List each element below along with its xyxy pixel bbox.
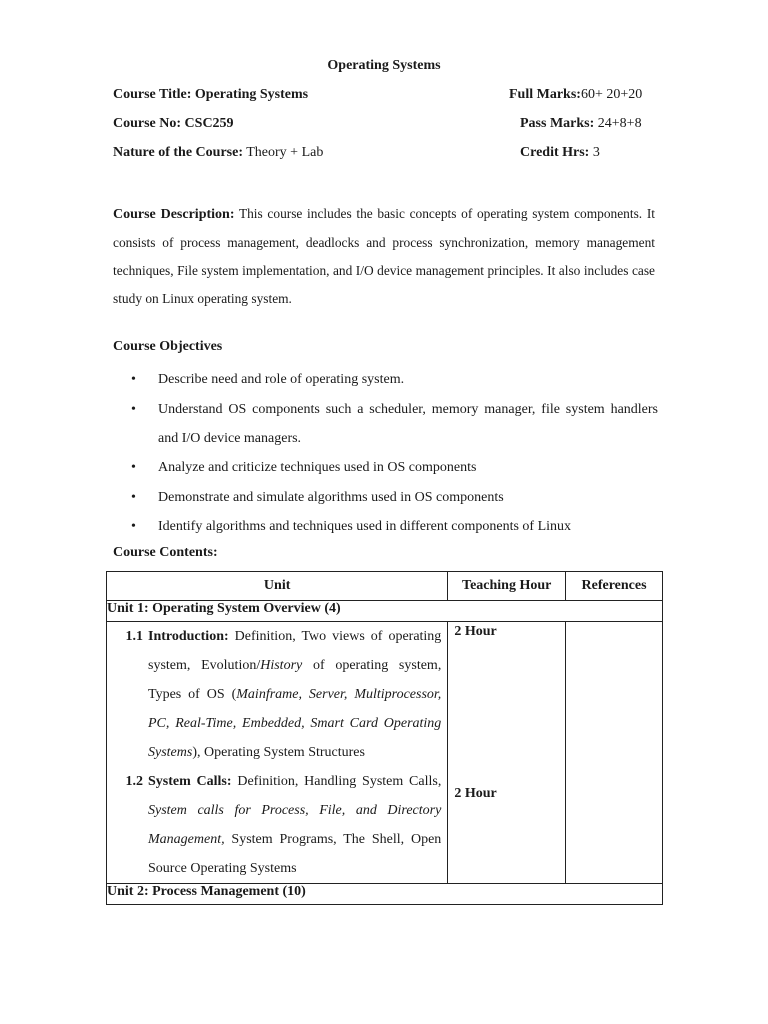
course-description <box>113 200 655 313</box>
credit-label: Credit Hrs: <box>520 145 590 160</box>
topic-text: of operating system, Types of OS ( <box>148 658 442 702</box>
full-marks-label: Full Marks: <box>509 87 581 102</box>
course-contents-table <box>106 571 663 905</box>
nature-value: Theory + Lab <box>246 145 324 160</box>
objectives-list <box>113 365 658 542</box>
unit-1-topics-row <box>107 622 663 884</box>
bullet-icon: • <box>131 489 136 505</box>
topic-number: 1.1 <box>125 629 143 644</box>
pass-marks-label: Pass Marks: <box>520 116 595 131</box>
course-title-value: Operating Systems <box>194 87 309 102</box>
objective-text: Demonstrate and simulate algorithms used in OS components <box>158 489 504 505</box>
unit-1-topics <box>107 622 448 884</box>
course-no-label: Course No: <box>113 116 182 131</box>
topic-text: Definition, Handling System Calls, <box>231 774 442 789</box>
topic-number: 1.2 <box>125 774 143 789</box>
objective-item <box>113 365 658 394</box>
unit-1-row <box>107 601 663 622</box>
topic-text-italic: History <box>260 658 303 673</box>
objective-text: Describe need and role of operating system. <box>158 372 405 387</box>
topic-1-2 <box>113 767 441 883</box>
objective-item <box>113 512 658 541</box>
column-header-teaching-hour: Teaching Hour <box>448 572 566 601</box>
course-no-value: CSC259 <box>184 116 234 131</box>
pass-marks-value: 24+8+8 <box>597 116 642 131</box>
bullet-icon: • <box>131 372 136 387</box>
contents-heading: Course Contents: <box>113 545 218 560</box>
full-marks-value: 60+ 20+20 <box>580 87 643 102</box>
table-header-row <box>107 572 663 601</box>
course-title-label: Course Title: <box>113 87 192 102</box>
topic-1-2-hours: 2 Hour <box>454 786 497 801</box>
column-header-unit: Unit <box>107 572 448 601</box>
column-header-references: References <box>566 572 663 601</box>
bullet-icon: • <box>131 401 136 417</box>
unit-1-references <box>566 622 663 884</box>
topic-1-1-hours: 2 Hour <box>454 624 497 639</box>
unit-2-title: Unit 2: Process Management (10) <box>107 884 663 905</box>
nature-of-course <box>113 145 323 161</box>
objective-item <box>113 453 658 482</box>
course-title <box>113 87 308 103</box>
unit-2-row <box>107 884 663 905</box>
course-no <box>113 116 234 132</box>
topic-text: Definition, Two views of operating system, Evolution/ <box>148 629 442 673</box>
description-text: This course includes the basic concepts of operating system components. It consists of process management, deadlocks and process synchronization, memory management techniques, File system implementation, and I/O device management principles. It also includes case study on Linux operating system. <box>113 206 656 306</box>
unit-1-hours <box>448 622 566 884</box>
topic-text-italic: System calls for Process, File, and Directory Management, <box>148 803 442 847</box>
topic-text: ), Operating System Structures <box>192 745 365 760</box>
topic-text-italic: Mainframe, Server, Multiprocessor, PC, Real-Time, Embedded, Smart Card Operating Systems <box>148 687 442 760</box>
topic-body <box>148 767 441 883</box>
topic-label: Introduction: <box>148 629 229 644</box>
description-label: Course Description: <box>113 207 235 222</box>
nature-label: Nature of the Course: <box>113 145 243 160</box>
bullet-icon: • <box>131 460 136 475</box>
bullet-icon: • <box>131 519 136 534</box>
unit-1-title: Unit 1: Operating System Overview (4) <box>107 601 663 622</box>
pass-marks <box>520 116 642 132</box>
objective-text: Analyze and criticize techniques used in OS components <box>158 460 477 475</box>
objective-item <box>113 483 658 512</box>
topic-label: System Calls: <box>148 774 232 789</box>
objective-text: Identify algorithms and techniques used in different components of Linux <box>158 519 572 534</box>
topic-text: System Programs, The Shell, Open Source Operating Systems <box>148 832 442 876</box>
objectives-heading: Course Objectives <box>113 339 223 354</box>
topic-1-1 <box>113 622 441 767</box>
credit-value: 3 <box>592 145 600 160</box>
objective-text: Understand OS components such a scheduler, memory manager, file system handlers and I/O device managers. <box>158 401 658 446</box>
topic-body <box>148 622 441 767</box>
credit-hours <box>520 145 600 161</box>
objective-item <box>113 395 658 453</box>
document-title: Operating Systems <box>327 58 441 73</box>
full-marks <box>509 87 642 103</box>
